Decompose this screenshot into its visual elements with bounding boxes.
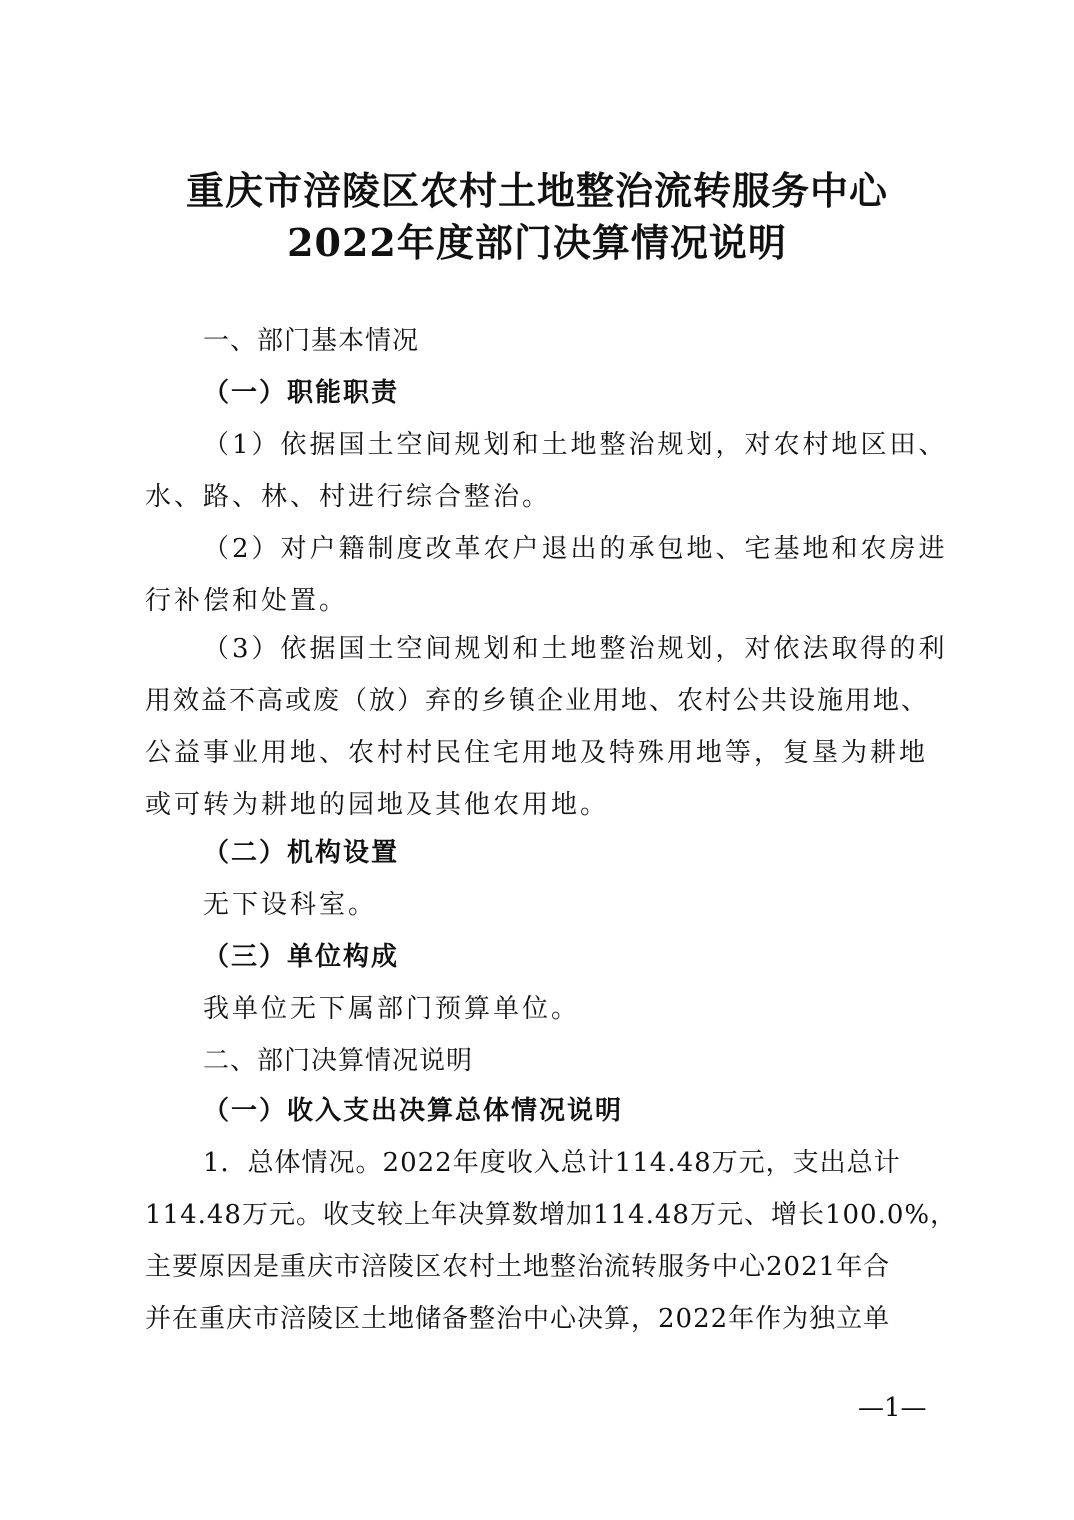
paragraph-line: 1．总体情况。2022年度收入总计114.48万元，支出总计 <box>203 1148 901 1178</box>
document-title-line-1: 重庆市涪陵区农村土地整治流转服务中心 <box>185 168 888 213</box>
section-heading-basic-info: 一、部门基本情况 <box>203 326 420 356</box>
paragraph-line: 并在重庆市涪陵区土地储备整治中心决算，2022年作为独立单 <box>145 1304 891 1334</box>
subheading-structure: （二）机构设置 <box>203 838 400 868</box>
paragraph-line: （1）依据国土空间规划和土地整治规划，对农村地区田、 <box>203 430 948 460</box>
paragraph-line: 或可转为耕地的园地及其他农用地。 <box>145 790 610 820</box>
paragraph-line: 114.48万元。收支较上年决算数增加114.48万元、增长100.0%， <box>145 1200 958 1230</box>
page-number: —1— <box>858 1393 927 1423</box>
subheading-income-expense: （一）收入支出决算总体情况说明 <box>203 1096 624 1126</box>
section-heading-final-accounts: 二、部门决算情况说明 <box>203 1046 474 1076</box>
paragraph-line: 水、路、林、村进行综合整治。 <box>145 482 552 512</box>
subheading-functions: （一）职能职责 <box>203 378 400 408</box>
paragraph-line: （3）依据国土空间规划和土地整治规划，对依法取得的利 <box>203 634 948 664</box>
paragraph-line: 无下设科室。 <box>203 890 378 920</box>
paragraph-line: 我单位无下属部门预算单位。 <box>203 994 581 1024</box>
document-title-line-2: 2022年度部门决算情况说明 <box>287 220 787 265</box>
paragraph-line: （2）对户籍制度改革农户退出的承包地、宅基地和农房进 <box>203 534 948 564</box>
subheading-composition: （三）单位构成 <box>203 942 400 972</box>
paragraph-line: 用效益不高或废（放）弃的乡镇企业用地、农村公共设施用地、 <box>145 686 930 716</box>
paragraph-line: 公益事业用地、农村村民住宅用地及特殊用地等，复垦为耕地 <box>145 738 929 768</box>
paragraph-line: 行补偿和处置。 <box>145 586 349 616</box>
paragraph-line: 主要原因是重庆市涪陵区农村土地整治流转服务中心2021年合 <box>145 1252 891 1282</box>
